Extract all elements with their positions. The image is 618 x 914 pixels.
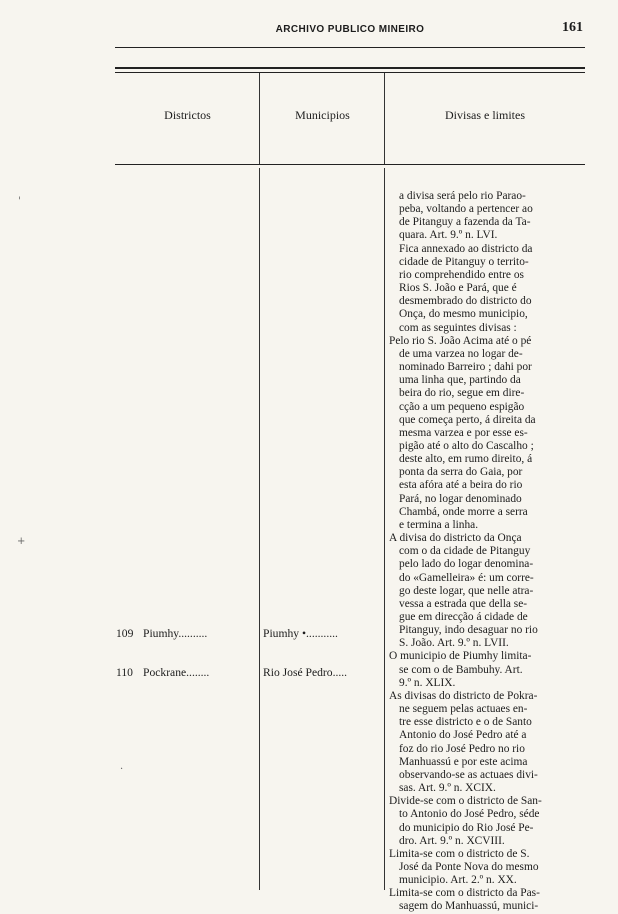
divisas-line: Chambá, onde morre a serra — [399, 505, 528, 518]
divisas-line: ponta da serra do Gaia, por — [399, 466, 523, 479]
row-110-district — [143, 666, 209, 679]
divisas-line: sas. Art. 9.º n. XCIX. — [399, 782, 496, 795]
divisas-line: municipio. Art. 2.º n. XX. — [399, 874, 517, 887]
column-divider-1 — [259, 73, 260, 164]
divisas-line: observando-se as actuaes divi- — [399, 768, 538, 781]
table-top-rule-thick — [115, 67, 585, 69]
margin-mark: ' — [18, 196, 21, 207]
divisas-line: A divisa do districto da Onça — [389, 532, 522, 545]
header-rule — [115, 47, 585, 48]
district-name: Piumhy — [143, 627, 179, 640]
divisas-line: deste alto, em rumo direito, á — [399, 453, 533, 466]
divisas-line: se com o de Bambuhy. Art. — [399, 663, 523, 676]
running-title: ARCHIVO PUBLICO MINEIRO — [275, 24, 425, 35]
divisas-line: foz do rio José Pedro no rio — [399, 742, 525, 755]
divisas-line: Limita-se com o districto da Pas- — [389, 887, 540, 900]
divisas-line: de Pitanguy a fazenda da Ta- — [399, 216, 531, 229]
divisas-line: As divisas do districto de Pokra- — [389, 689, 538, 702]
divisas-line: a divisa será pelo rio Parao- — [399, 190, 526, 202]
divisas-line: Rios S. João e Pará, que é — [399, 282, 517, 295]
divisas-line: cção a um pequeno espigão — [399, 400, 525, 413]
divisas-line: pelo lado do logar denomina- — [399, 558, 534, 571]
margin-mark: + — [17, 536, 26, 547]
column-divider-1-body — [259, 168, 260, 890]
column-divider-2 — [384, 73, 385, 164]
divisas-line: go deste logar, que nelle atra- — [399, 584, 534, 597]
divisas-line: Antonio do José Pedro até a — [399, 729, 527, 742]
municipio-name: Rio José Pedro — [263, 666, 333, 679]
column-divider-2-body — [384, 168, 385, 890]
divisas-line: Divide-se com o districto de San- — [389, 795, 542, 808]
divisas-line: Pelo rio S. João Acima até o pé — [389, 334, 532, 347]
table-head-rule — [115, 164, 585, 165]
page-header — [115, 20, 585, 44]
divisas-line: beira do rio, segue em dire- — [399, 387, 525, 400]
divisas-line: uma linha que, partindo da — [399, 374, 521, 387]
row-109-district — [143, 627, 207, 640]
table-top-rule-thin — [115, 72, 585, 73]
row-110-number: 110 — [116, 666, 133, 679]
divisas-line: que começa perto, á direita da — [399, 413, 536, 426]
divisas-line: com as seguintes divisas : — [399, 321, 517, 334]
row-109-municipio — [263, 627, 338, 640]
divisas-line: Manhuassú e por este acima — [399, 755, 528, 768]
divisas-line: vessa a estrada que della se- — [399, 597, 528, 610]
divisas-line: esta afóra até a beira do rio — [399, 479, 523, 492]
divisas-line: Pará, no logar denominado — [399, 492, 522, 505]
divisas-line: to Antonio do José Pedro, séde — [399, 808, 540, 821]
divisas-line: S. João. Art. 9.º n. LVII. — [399, 637, 509, 650]
divisas-line: do «Gamelleira» é: um corre- — [399, 571, 534, 584]
leader-dots: .......... — [178, 627, 208, 640]
municipio-name: Piumhy — [263, 627, 300, 640]
column-header-municipios: Municipios — [295, 108, 350, 122]
divisas-column-text — [389, 190, 587, 914]
divisas-line: O municipio de Piumhy limita- — [389, 650, 532, 663]
divisas-line: dro. Art. 9.º n. XCVIII. — [399, 834, 505, 847]
divisas-line: mesma varzea e por esse es- — [399, 426, 528, 439]
divisas-line: desmembrado do districto do — [399, 295, 532, 308]
district-name: Pockrane — [143, 666, 187, 679]
page-number: 161 — [562, 20, 583, 35]
divisas-line: do municipio do Rio José Pe- — [399, 821, 534, 834]
leader-dots: ..... — [332, 666, 348, 679]
row-110-municipio — [263, 666, 347, 679]
divisas-line: Onça, do mesmo municipio, — [399, 308, 528, 321]
column-header-divisas: Divisas e limites — [445, 108, 525, 122]
divisas-line: 9.º n. XLIX. — [399, 676, 456, 689]
divisas-line: Fica annexado ao districto da — [399, 242, 533, 255]
divisas-line: peba, voltando a pertencer ao — [399, 203, 533, 216]
divisas-line: tre esse districto e o de Santo — [399, 716, 532, 729]
divisas-line: com o da cidade de Pitanguy — [399, 545, 531, 558]
divisas-line: Pitanguy, indo desaguar no rio — [399, 624, 538, 637]
divisas-line: rio comprehendido entre os — [399, 268, 524, 281]
divisas-line: Limita-se com o districto de S. — [389, 847, 530, 860]
divisas-line: gue em direcção á cidade de — [399, 611, 528, 623]
divisas-line: de uma varzea no logar de- — [399, 347, 523, 360]
divisas-line: e termina a linha. — [399, 518, 479, 531]
divisas-line: nominado Barreiro ; dahi por — [399, 361, 532, 374]
divisas-line: José da Ponte Nova do mesmo — [399, 860, 539, 873]
row-109-number: 109 — [116, 627, 134, 640]
divisas-line: cidade de Pitanguy o territo- — [399, 255, 529, 268]
divisas-line: ne seguem pelas actuaes en- — [399, 703, 528, 716]
divisas-line: sagem do Manhuassú, munici- — [399, 900, 539, 913]
leader-dots: •........... — [299, 627, 338, 640]
leader-dots: ........ — [186, 666, 210, 679]
divisas-line: pigão até o alto do Cascalho ; — [399, 439, 534, 452]
column-header-districtos: Districtos — [164, 108, 211, 122]
divisas-line: quara. Art. 9.º n. LVI. — [399, 229, 498, 242]
margin-mark: · — [120, 764, 124, 775]
